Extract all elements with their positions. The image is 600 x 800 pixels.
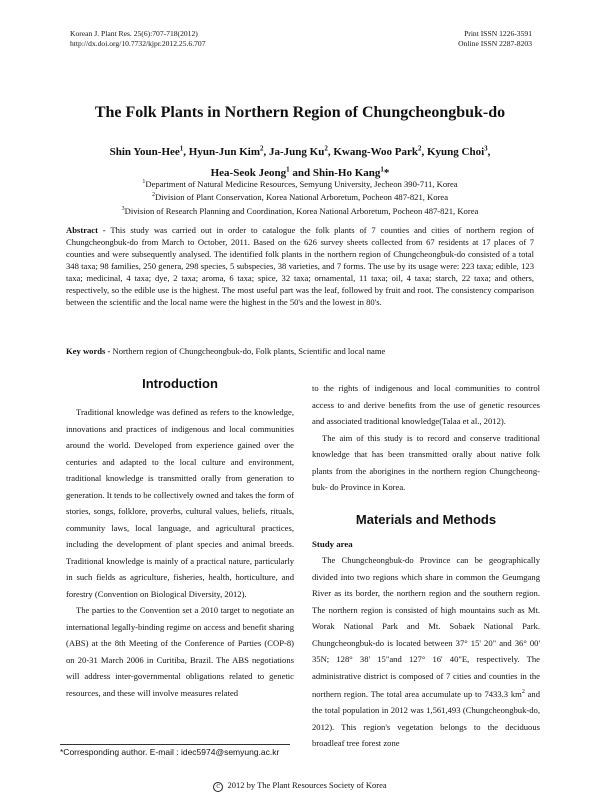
abstract-label: Abstract - <box>66 225 106 235</box>
right-column <box>312 380 540 752</box>
copyright-icon: C <box>213 782 223 792</box>
author-4: Kwang-Woo Park$^2$, <box>333 144 427 158</box>
study-area-heading: Study area <box>312 538 353 549</box>
footnote-divider <box>60 744 290 745</box>
author-5: Kyung Choi$^3$, <box>426 144 491 158</box>
intro-paragraph-4: The aim of this study is to record and conserve traditional knowledge that has been transmitted orally about native folk plants from the aborigines in the northern region Chungcheong-buk- do Province in Korea. <box>312 432 540 492</box>
affiliations <box>60 177 540 217</box>
intro-paragraph-1: Traditional knowledge was defined as refers to the knowledge, innovations and practices of indigenous and local communities around the world. Developed from experience gained over the centuries and adapted to the local culture and environment, traditional knowledge is transmitted orally from generation to generation. It tends to be collectively owned and takes the form of stories, songs, folklore, proverbs, cultural values, beliefs, rituals, community laws, local language, and agricultural practices, including the development of plant species and animal breeds. Traditional knowledge is mainly of a practical nature, particularly in such fields as agriculture, fisheries, health, horticulture, and forestry (Convention on Biological Diversity, 2012). <box>66 407 294 599</box>
doi-link[interactable]: http://dx.doi.org/10.7732/kjpr.2012.25.6.707 <box>70 39 206 48</box>
introduction-heading: Introduction <box>142 376 218 391</box>
abstract <box>66 224 534 308</box>
author-7: Shin-Ho Kang$^1$* <box>312 165 390 180</box>
affiliation-1: $^1$Department of Natural Medicine Resources, Semyung University, Jecheon 390-711, Korea <box>142 178 458 189</box>
methods-heading: Materials and Methods <box>355 511 497 527</box>
corresponding-author-footnote: *Corresponding author. E-mail : idec5974@semyung.ac.kr <box>60 747 280 757</box>
keywords <box>66 345 534 357</box>
paper-title: The Folk Plants in Northern Region of Chungcheongbuk-do <box>94 104 506 121</box>
author-6: Hea-Seok Jeong$^1$ and <box>210 165 313 180</box>
copyright-notice <box>0 780 600 792</box>
author-3: Ja-Jung Ku$^2$, <box>269 144 334 158</box>
author-2: Hyun-Jun Kim$^2$, <box>188 144 269 158</box>
left-column <box>66 374 294 701</box>
intro-paragraph-3: to the rights of indigenous and local communities to control access to and derive benefits from the use of genetic resources and associated traditional knowledge(Talaa et al., 2012). <box>312 383 540 426</box>
print-issn: Print ISSN 1226-3591 <box>464 29 532 38</box>
study-area-paragraph: The Chungcheongbuk-do Province can be geographically divided into two regions which share in common the Geumgang River as its border, the northern region and the southern region. The northern region is consisted of high mountains such as Mt. Worak National Park and Mt. Sobaek National Park. Chungcheongbuk-do is located between 37° 15' 20" and 36° 00' 35N; 128° 38' 15"and 127° 16' 40"E, respectively. The administrative district is composed of 7 cities and counties in the northern region. The total area accumulate up to 7433.3 $km^2$ and the total population in 2012 was 1,561,493 (Chungcheongbuk-do, 2012). This region's vegetation belongs to the deciduous broadleaf tree forest zone <box>312 555 540 749</box>
online-issn: Online ISSN 2287-8203 <box>458 39 532 48</box>
affiliation-2: $^2$Division of Plant Conservation, Korea National Arboretum, Pocheon 487-821, Korea <box>151 192 449 203</box>
journal-ref: Korean J. Plant Res. 25(6):707-718(2012) <box>70 29 198 38</box>
author-1: Shin Youn-Hee$^1$, <box>109 144 189 158</box>
journal-citation <box>70 29 206 49</box>
author-list <box>60 139 540 182</box>
intro-paragraph-2: The parties to the Convention set a 2010 target to negotiate an international legally-binding regime on access and benefit sharing (ABS) at the 8th Meeting of the Conference of Parties (COP-8) on 20-31 March 2006 in Curitiba, Brazil. The ABS negotiations will address inter-governmental obligations related to genetic resources, and these will involve measures related <box>66 605 294 698</box>
abstract-text: This study was carried out in order to catalogue the folk plants of 7 counties and cities of northern region of Chungcheongbuk-do from March to October, 2011. Based on the 626 survey sheets collected from 67 residents at 17 places of 7 counties and were subsequently analysed. The identified folk plants in the northern region of Chungcheongbuk-do consisted of a total 348 taxa; 98 families, 250 genera, 298 species, 5 subspecies, 38 varieties, and 7 forms. The use by its usage were: 223 taxa; edible, 123 taxa; medicinal, 4 taxa; dye, 2 taxa; aroma, 6 taxa; spice, 32 taxa; ornamental, 11 taxa; oil, 4 taxa; starch, 22 taxa; and others, respectively, so the edible use is the highest. The most useful part was the leaf, followed by fruit and root. The consistency comparison between the scientific and the local name were the highest in the 50's and the lowest in 80's. <box>66 225 534 307</box>
copyright-text: 2012 by The Plant Resources Society of Korea <box>225 780 387 790</box>
keywords-label: Key words - <box>66 346 111 356</box>
affiliation-3: $^3$Division of Research Planning and Coordination, Korea National Arboretum, Pocheon 487-821, Korea <box>121 205 479 216</box>
issn-info <box>458 29 532 49</box>
keywords-text: Northern region of Chungcheongbuk-do, Folk plants, Scientific and local name <box>110 346 386 356</box>
